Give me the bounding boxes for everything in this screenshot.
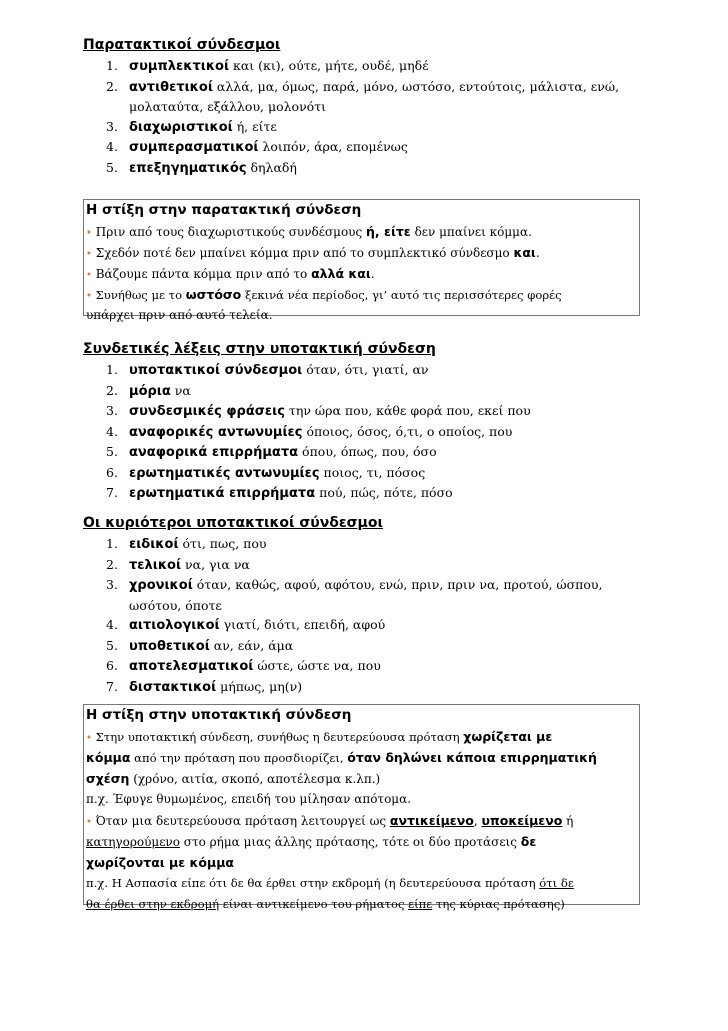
item-term: υποτακτικοί σύνδεσμοι: [129, 363, 303, 378]
list-item: [83, 442, 643, 463]
bold-text: σχέση: [86, 771, 130, 786]
box-line: [86, 263, 639, 284]
item-term: ειδικοί: [129, 537, 179, 552]
line-text: (χρόνο, αιτία, σκοπό, αποτέλεσμα κ.λπ.): [129, 772, 381, 786]
item-term: αναφορικά επιρρήματα: [129, 445, 299, 460]
item-text: δηλαδή: [250, 159, 297, 175]
list-item: [83, 401, 643, 422]
item-number: 2.: [106, 556, 118, 572]
item-number: 1.: [106, 58, 118, 73]
item-number: 2.: [106, 382, 118, 398]
conjunction-list: [83, 534, 643, 697]
punctuation-box-subordinate: [83, 704, 640, 911]
item-number: 6.: [106, 658, 118, 673]
item-number: 3.: [106, 403, 118, 418]
line-text: Βάζουμε πάντα κόμμα πριν από το: [95, 267, 312, 281]
list-item: [83, 656, 643, 677]
bold-underlined-text: αντικείμενο: [389, 813, 474, 828]
item-text: ή, είτε: [236, 118, 277, 134]
list-item: [83, 56, 643, 77]
item-number: 5.: [106, 637, 118, 653]
box-title: Η στίξη στην παρατακτική σύνδεση: [86, 202, 362, 218]
item-term: συμπερασματικοί: [129, 140, 259, 155]
box-line: [86, 894, 639, 915]
line-text: ξεκινά νέα περίοδος, γι’ αυτό τις περισσότερες φορές: [241, 288, 562, 302]
box-title: Η στίξη στην υποτακτική σύνδεση: [86, 707, 352, 723]
section-heading: Συνδετικές λέξεις στην υποτακτική σύνδεση: [83, 341, 436, 357]
section-main-subordinating-conjunctions: [83, 512, 643, 697]
underlined-text: ότι δε: [539, 876, 574, 890]
list-item: [83, 636, 643, 657]
list-item: [83, 158, 643, 179]
item-number: 4.: [106, 423, 118, 439]
box-line: [86, 726, 639, 747]
item-term: συμπλεκτικοί: [129, 59, 230, 74]
item-term: συνδεσμικές φράσεις: [129, 404, 285, 419]
line-text: της κύριας πρότασης): [432, 897, 565, 911]
section-subordinate-connectives: [83, 338, 643, 504]
item-term: υποθετικοί: [129, 638, 210, 654]
item-text: γιατί, διότι, επειδή, αφού: [223, 617, 386, 632]
line-text: π.χ. Η Ασπασία είπε ότι δε θα έρθει στην εκδρομή (η δευτερεύουσα πρόταση: [86, 876, 540, 890]
item-term: διστακτικοί: [129, 679, 217, 695]
box-line: [86, 284, 639, 305]
item-term: αποτελεσματικοί: [129, 659, 254, 674]
bold-text: κόμμα: [86, 750, 131, 765]
line-text: Συνήθως με το: [95, 288, 186, 302]
item-number: 7.: [106, 678, 118, 694]
bold-text: ή, είτε: [366, 224, 411, 239]
line-text: από την πρόταση που προσδιορίζει,: [130, 751, 348, 765]
section-heading: Οι κυριότεροι υποτακτικοί σύνδεσμοι: [83, 515, 383, 531]
list-item: [83, 381, 643, 402]
line-text: ή: [562, 814, 574, 828]
item-text: ότι, πως, που: [182, 536, 267, 551]
bullet-icon: •: [86, 270, 92, 281]
item-number: 6.: [106, 464, 118, 480]
item-text: λοιπόν, άρα, επομένως: [262, 139, 408, 154]
item-text: ποιος, τι, πόσος: [323, 464, 426, 480]
list-item: [83, 360, 643, 381]
item-text: αλλά, μα, όμως, παρά, μόνο, ωστόσο, εντούτοις, μάλιστα, ενώ, μολαταύτα, εξάλλου, μολονότι: [129, 78, 620, 114]
item-text: και (κι), ούτε, μήτε, ουδέ, μηδέ: [233, 58, 429, 73]
list-item: [83, 534, 643, 555]
item-text: όταν, καθώς, αφού, αφότου, ενώ, πριν, πριν να, προτού, ώσπου, ωσότου, όποτε: [129, 577, 603, 613]
bold-text: χωρίζεται με: [463, 729, 553, 744]
list-item: [83, 615, 643, 636]
bullet-icon: •: [86, 249, 92, 260]
section-coordinating-conjunctions: [83, 34, 643, 178]
conjunction-list: [83, 56, 643, 178]
bullet-icon: •: [86, 733, 92, 744]
line-text: .: [370, 267, 375, 281]
bold-text: και: [513, 245, 536, 260]
line-text: .: [535, 246, 540, 260]
list-item: [83, 117, 643, 138]
box-line: [86, 810, 639, 831]
punctuation-box-coordinating: [83, 199, 640, 322]
item-text: την ώρα που, κάθε φορά που, εκεί που: [288, 403, 531, 418]
bold-text: χωρίζονται με κόμμα: [86, 855, 234, 870]
item-term: αναφορικές αντωνυμίες: [129, 424, 303, 440]
underlined-text: είπε: [408, 897, 433, 911]
item-number: 7.: [106, 485, 118, 500]
item-number: 5.: [106, 444, 118, 459]
list-item: [83, 422, 643, 443]
item-term: διαχωριστικοί: [129, 119, 233, 135]
item-text: να: [174, 382, 191, 398]
list-item: [83, 555, 643, 576]
item-number: 2.: [106, 78, 118, 94]
item-number: 5.: [106, 159, 118, 175]
line-text: Πριν από τους διαχωριστικούς συνδέσμους: [95, 225, 366, 239]
bold-text: δε: [520, 834, 537, 849]
item-number: 1.: [106, 362, 118, 377]
item-text: να, για να: [185, 556, 250, 572]
bullet-icon: •: [86, 817, 92, 828]
list-item: [83, 483, 643, 504]
bullet-icon: •: [86, 228, 92, 239]
item-term: αντιθετικοί: [129, 79, 213, 95]
item-number: 1.: [106, 536, 118, 551]
line-text: δεν μπαίνει κόμμα.: [410, 225, 532, 239]
bold-text: ωστόσο: [185, 287, 242, 302]
item-term: ερωτηματικές αντωνυμίες: [129, 465, 320, 481]
list-item: [83, 575, 629, 615]
item-text: όποιος, όσος, ό,τι, ο οποίος, που: [306, 423, 513, 439]
box-line: υπάρχει πριν από αυτό τελεία.: [86, 308, 273, 322]
item-text: όπου, όπως, που, όσο: [302, 444, 437, 459]
item-number: 3.: [106, 577, 118, 592]
line-text: Στην υποτακτική σύνδεση, συνήθως η δευτερεύουσα πρόταση: [95, 730, 464, 744]
box-line: [86, 831, 639, 852]
item-number: 4.: [106, 139, 118, 154]
item-term: επεξηγηματικός: [129, 160, 247, 176]
box-line: [86, 852, 639, 873]
line-text: Σχεδόν ποτέ δεν μπαίνει κόμμα πριν από το συμπλεκτικό σύνδεσμο: [95, 246, 514, 260]
item-text: πού, πώς, πότε, πόσο: [319, 485, 453, 500]
item-term: μόρια: [129, 383, 171, 399]
connective-list: [83, 360, 643, 504]
bold-text: αλλά και: [311, 266, 371, 281]
line-text: ,: [473, 814, 482, 828]
list-item: [83, 77, 629, 117]
item-number: 4.: [106, 617, 118, 632]
line-text: είναι αντικείμενο του ρήματος: [219, 897, 409, 911]
line-text: Όταν μια δευτερεύουσα πρόταση λειτουργεί ως: [95, 814, 390, 828]
list-item: [83, 677, 643, 698]
item-text: αν, εάν, άμα: [213, 637, 294, 653]
item-number: 3.: [106, 118, 118, 134]
box-line: π.χ. Έφυγε θυμωμένος, επειδή του μίλησαν απότομα.: [86, 792, 412, 806]
bold-text: όταν δηλώνει κάποια επιρρηματική: [347, 750, 597, 765]
list-item: [83, 463, 643, 484]
bullet-icon: •: [86, 291, 92, 302]
item-term: χρονικοί: [129, 578, 193, 593]
line-text: στο ρήμα μιας άλλης πρότασης, τότε οι δύο προτάσεις: [179, 835, 521, 849]
list-item: [83, 137, 643, 158]
item-term: ερωτηματικά επιρρήματα: [129, 486, 316, 501]
underlined-text: κατηγορούμενο: [86, 835, 180, 849]
box-line: [86, 242, 639, 263]
box-line: [86, 873, 639, 894]
section-heading: Παρατακτικοί σύνδεσμοι: [83, 37, 281, 53]
item-term: αιτιολογικοί: [129, 618, 220, 633]
box-line: [86, 768, 639, 789]
box-line: [86, 221, 639, 242]
underlined-text: θα έρθει στην εκδρομή: [86, 897, 220, 911]
item-text: όταν, ότι, γιατί, αν: [306, 362, 429, 377]
item-text: ώστε, ώστε να, που: [257, 658, 381, 673]
item-term: τελικοί: [129, 557, 182, 573]
bold-underlined-text: υποκείμενο: [481, 813, 563, 828]
box-line: [86, 747, 639, 768]
item-text: μήπως, μη(ν): [220, 678, 303, 694]
